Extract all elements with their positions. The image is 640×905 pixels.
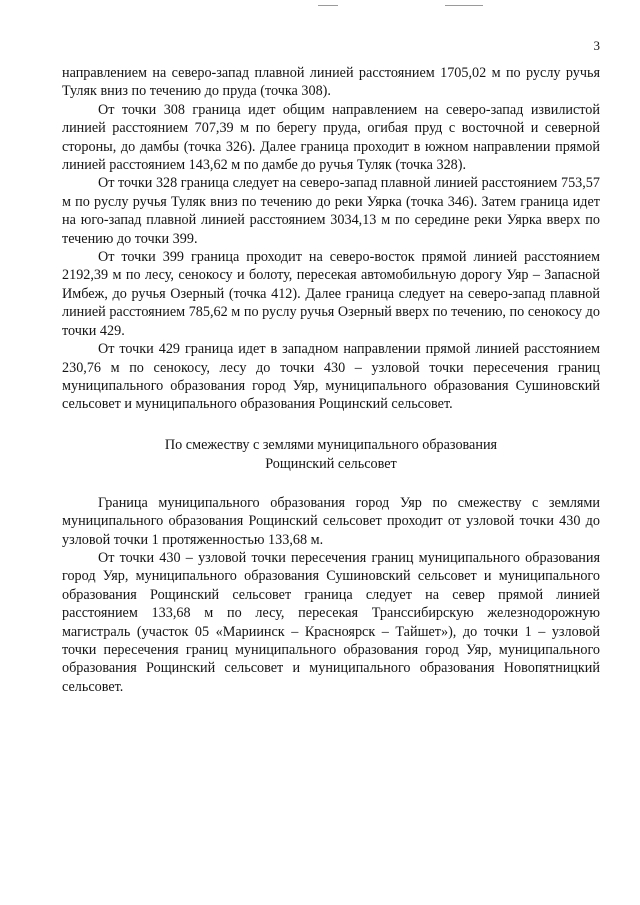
paragraph: От точки 308 граница идет общим направлением на северо-запад извилистой линией расстоянием 707,39 м по берегу пруда, огибая пруд с восточной и северной стороны, до дамбы (точка 326). Далее граница проходит в южном направлении прямой линией расстоянием 143,62 м по дамбе до ручья Туляк (точка 328). [62,101,600,174]
paragraph: От точки 430 – узловой точки пересечения границ муниципального образования город Уяр, муниципального образования Сушиновский сельсовет и муниципального образования Рощинский сельсовет граница следует на север прямой линией расстоянием 133,68 м по лесу, пересекая Транссибирскую железнодорожную магистраль (участок 05 «Мариинск – Красноярск – Тайшет»), до точки 1 – узловой точки пересечения границ муниципального образования город Уяр, муниципального образования Рощинский сельсовет и муниципального образования Новопятницкий сельсовет. [62,549,600,695]
page-number: 3 [593,38,600,53]
section-heading [62,436,600,474]
scan-artifact-left [318,5,338,6]
scan-artifact-right [445,5,483,6]
section-heading-line: Рощинский сельсовет [265,455,397,472]
section-heading-line: По смежеству с землями муниципального образования [164,436,498,453]
paragraph: От точки 429 граница идет в западном направлении прямой линией расстоянием 230,76 м по сенокосу, лесу до точки 430 – узловой точки пересечения границ муниципального образования город Уяр, муниципального образования Сушиновский сельсовет и муниципального образования Рощинский сельсовет. [62,341,600,413]
paragraph: От точки 328 граница следует на северо-запад плавной линией расстоянием 753,57 м по руслу ручья Туляк вниз по течению до реки Уярка (точка 346). Затем граница идет на юго-запад плавной линией расстоянием 3034,13 м по середине реки Уярка вверх по течению до точки 399. [62,175,600,247]
paragraph: направлением на северо-запад плавной линией расстоянием 1705,02 м по руслу ручья Туляк вниз по течению до пруда (точка 308). [62,65,600,100]
document-body [62,64,600,696]
paragraph: От точки 399 граница проходит на северо-восток прямой линией расстоянием 2192,39 м по лесу, сенокосу и болоту, пересекая автомобильную дорогу Уяр – Запасной Имбеж, до ручья Озерный (точка 412). Далее граница следует на северо-запад плавной линией расстоянием 785,62 м по руслу ручья Озерный вверх по течению, по сенокосу до точки 429. [62,249,600,339]
paragraph: Граница муниципального образования город Уяр по смежеству с землями муниципального образования Рощинский сельсовет проходит от узловой точки 430 до узловой точки 1 протяженностью 133,68 м. [62,494,600,548]
